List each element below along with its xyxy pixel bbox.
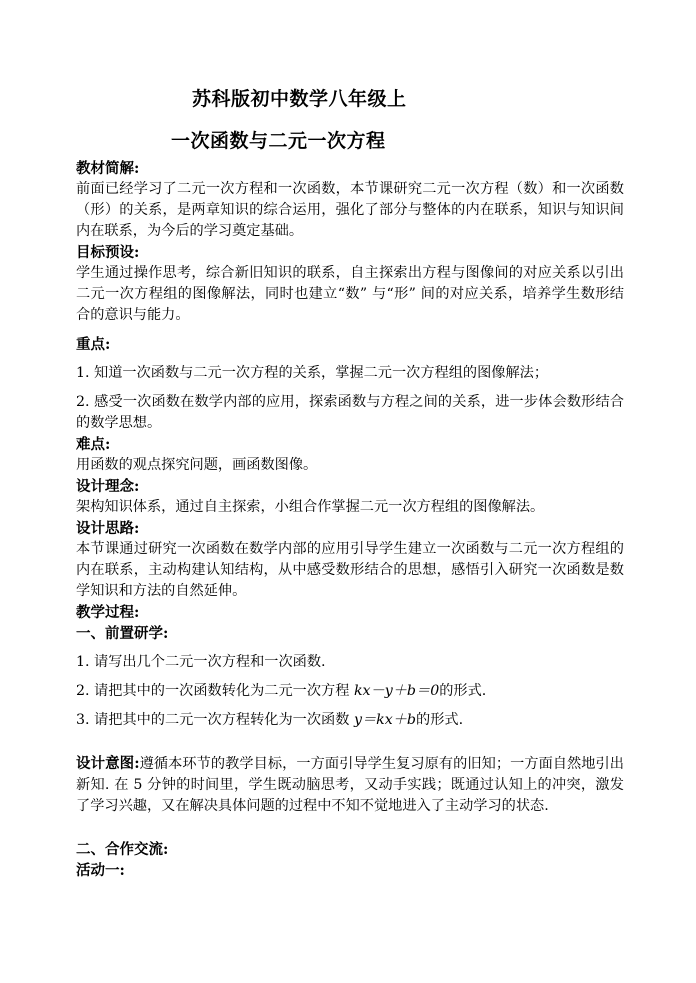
design-intent-text: 遵循本环节的教学目标，一方面引导学生复习原有的旧知；一方面自然地引出新知. 在 5 分钟的时间里，学生既动脑思考，又动手实践；既通过认知上的冲突，激发了学习兴趣，又在解决具体问题的过程中不知不觉地进入了主动学习的状态. [76,756,624,814]
design-idea-text: 架构知识体系，通过自主探索，小组合作掌握二元一次方程组的图像解法。 [76,499,545,515]
key-point-2: 2. 感受一次函数在数学内部的应用，探索函数与方程之间的关系，进一步体会数形结合的数学思想。 [76,394,624,431]
document-body [76,158,624,881]
equation-kx-y-b: kx－y＋b＝0 [353,683,440,699]
process-heading: 教学过程: [76,604,140,621]
difficulty-heading: 难点: [76,436,111,453]
textbook-heading: 教材简解: [76,160,140,177]
part2-heading: 二、合作交流: [76,841,169,858]
key-point-1: 1. 知道一次函数与二元一次方程的关系，掌握二元一次方程组的图像解法； [76,365,549,381]
goals-heading: 目标预设: [76,244,140,261]
difficulty-text: 用函数的观点探究问题，画函数图像。 [76,457,318,473]
part1-item-2 [76,681,624,702]
design-thought-text: 本节课通过研究一次函数在数学内部的应用引导学生建立一次函数与二元一次方程组的内在联系，主动构建认知结构，从中感受数形结合的思想，感悟引入研究一次函数是数学知识和方法的自然延伸。 [76,541,624,599]
part1-item-2-suffix: 的形式. [439,683,487,699]
activity1-heading: 活动一: [76,862,125,879]
part1-heading: 一、前置研学: [76,625,169,642]
part1-item-1: 1. 请写出几个二元一次方程和一次函数. [76,654,326,670]
textbook-text: 前面已经学习了二元一次方程和一次函数，本节课研究二元一次方程（数）和一次函数（形）的关系，是两章知识的综合运用，强化了部分与整体的内在联系，知识与知识间内在联系，为今后的学习奠定基础。 [76,181,624,239]
part1-item-3 [76,710,624,731]
document-title: 苏科版初中数学八年级上 [192,88,407,110]
lesson-title: 一次函数与二元一次方程 [171,130,386,152]
design-thought-heading: 设计思路: [76,520,140,537]
part1-item-3-suffix: 的形式. [416,712,464,728]
design-intent-heading: 设计意图: [76,755,140,772]
key-points-heading: 重点: [76,336,111,353]
design-idea-heading: 设计理念: [76,478,140,495]
equation-y-kx-b: y＝kx＋b [353,712,417,728]
part1-item-2-text: 2. 请把其中的一次函数转化为二元一次方程 [76,683,354,699]
goals-text: 学生通过操作思考，综合新旧知识的联系，自主探索出方程与图像间的对应关系以引出二元一次方程组的图像解法，同时也建立“数” 与“形” 间的对应关系，培养学生数形结合的意识与能力。 [76,265,624,323]
design-intent [76,753,624,817]
part1-item-3-text: 3. 请把其中的二元一次方程转化为一次函数 [76,712,354,728]
